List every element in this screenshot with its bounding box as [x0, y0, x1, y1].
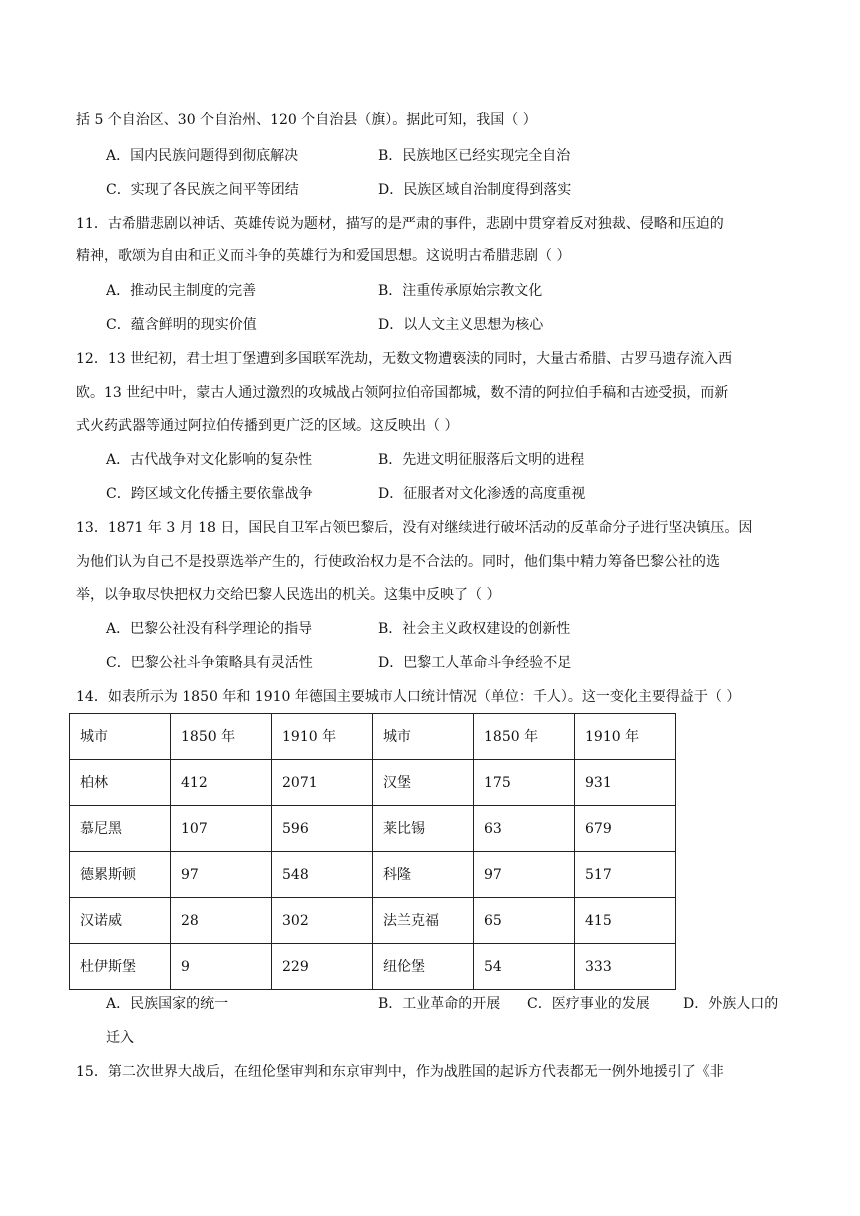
table-header-cell: 1850 年 [171, 714, 272, 760]
table-cell: 柏林 [70, 760, 171, 806]
q10-option-d: D．民族区域自治制度得到落实 [378, 182, 572, 198]
table-cell: 德累斯顿 [70, 852, 171, 898]
q13-option-a: A．巴黎公社没有科学理论的指导 [106, 621, 313, 637]
table-cell: 9 [171, 944, 272, 990]
q11-stem-line-2: 精神，歌颂为自由和正义而斗争的英雄行为和爱国思想。这说明古希腊悲剧（ ） [76, 248, 571, 264]
q13-option-d: D．巴黎工人革命斗争经验不足 [378, 655, 572, 671]
table-row [70, 898, 676, 944]
q11-option-d: D．以人文主义思想为核心 [378, 317, 544, 333]
q11-stem-line-1: 11．古希腊悲剧以神话、英雄传说为题材，描写的是严肃的事件，悲剧中贯穿着反对独裁、侵略和压迫的 [76, 216, 724, 232]
table-cell: 931 [575, 760, 676, 806]
table-cell: 679 [575, 806, 676, 852]
q14-option-a: A．民族国家的统一 [106, 996, 229, 1012]
table-cell: 517 [575, 852, 676, 898]
q10-option-c: C．实现了各民族之间平等团结 [106, 182, 299, 198]
q13-stem-line-3: 举，以争取尽快把权力交给巴黎人民选出的机关。这集中反映了（ ） [76, 587, 501, 603]
q12-option-a: A．古代战争对文化影响的复杂性 [106, 452, 313, 468]
table-cell: 97 [474, 852, 575, 898]
table-row [70, 806, 676, 852]
table-cell: 28 [171, 898, 272, 944]
table-cell: 65 [474, 898, 575, 944]
table-cell: 412 [171, 760, 272, 806]
q14-option-d: D．外族人口的 [683, 996, 779, 1012]
table-cell: 548 [272, 852, 373, 898]
q15-stem: 15．第二次世界大战后，在纽伦堡审判和东京审判中，作为战胜国的起诉方代表都无一例外地援引了《非 [76, 1064, 724, 1080]
q11-option-c: C．蕴含鲜明的现实价值 [106, 317, 257, 333]
q13-option-c: C．巴黎公社斗争策略具有灵活性 [106, 655, 313, 671]
q11-option-b: B．注重传承原始宗教文化 [378, 283, 543, 299]
q10-option-a: A．国内民族问题得到彻底解决 [106, 148, 299, 164]
q10-stem-tail: 括 5 个自治区、30 个自治州、120 个自治县（旗）。据此可知，我国（ ） [76, 112, 537, 128]
table-cell: 302 [272, 898, 373, 944]
q11-option-a: A．推动民主制度的完善 [106, 283, 257, 299]
table-cell: 229 [272, 944, 373, 990]
q10-option-b: B．民族地区已经实现完全自治 [378, 148, 571, 164]
table-cell: 415 [575, 898, 676, 944]
q13-option-b: B．社会主义政权建设的创新性 [378, 621, 571, 637]
table-cell: 54 [474, 944, 575, 990]
q12-option-b: B．先进文明征服落后文明的进程 [378, 452, 585, 468]
table-row [70, 852, 676, 898]
table-header-cell: 1910 年 [272, 714, 373, 760]
q13-stem-line-1: 13．1871 年 3 月 18 日，国民自卫军占领巴黎后，没有对继续进行破坏活动的反革命分子进行坚决镇压。因 [76, 520, 753, 536]
table-cell: 杜伊斯堡 [70, 944, 171, 990]
q12-option-c: C．跨区域文化传播主要依靠战争 [106, 486, 313, 502]
table-cell: 慕尼黑 [70, 806, 171, 852]
table-cell: 107 [171, 806, 272, 852]
table-row [70, 944, 676, 990]
table-cell: 97 [171, 852, 272, 898]
table-cell: 汉诺威 [70, 898, 171, 944]
table-header-cell: 城市 [70, 714, 171, 760]
table-cell: 333 [575, 944, 676, 990]
table-cell: 科隆 [373, 852, 474, 898]
table-cell: 莱比锡 [373, 806, 474, 852]
q13-stem-line-2: 为他们认为自己不是投票选举产生的，行使政治权力是不合法的。同时，他们集中精力筹备巴黎公社的选 [76, 554, 720, 570]
table-cell: 汉堡 [373, 760, 474, 806]
q12-stem-line-3: 式火药武器等通过阿拉伯传播到更广泛的区域。这反映出（ ） [76, 418, 459, 434]
table-header-cell: 1910 年 [575, 714, 676, 760]
table-cell: 法兰克福 [373, 898, 474, 944]
table-cell: 2071 [272, 760, 373, 806]
q14-option-d-wrap: 迁入 [106, 1030, 134, 1046]
q12-stem-line-1: 12．13 世纪初，君士坦丁堡遭到多国联军洗劫，无数文物遭亵渎的同时，大量古希腊、古罗马遗存流入西 [76, 351, 733, 367]
table-row [70, 760, 676, 806]
q14-stem: 14．如表所示为 1850 年和 1910 年德国主要城市人口统计情况（单位：千人）。这一变化主要得益于（ ） [76, 689, 741, 705]
q14-option-c: C．医疗事业的发展 [527, 996, 650, 1012]
table-cell: 596 [272, 806, 373, 852]
table-header-row [70, 714, 676, 760]
table-cell: 63 [474, 806, 575, 852]
population-table [69, 713, 676, 990]
table-header-cell: 1850 年 [474, 714, 575, 760]
q12-option-d: D．征服者对文化渗透的高度重视 [378, 486, 586, 502]
table-cell: 175 [474, 760, 575, 806]
q12-stem-line-2: 欧。13 世纪中叶，蒙古人通过激烈的攻城战占领阿拉伯帝国都城，数不清的阿拉伯手稿和古迹受损，而新 [76, 385, 729, 401]
table-cell: 纽伦堡 [373, 944, 474, 990]
table-header-cell: 城市 [373, 714, 474, 760]
q14-option-b: B．工业革命的开展 [378, 996, 501, 1012]
